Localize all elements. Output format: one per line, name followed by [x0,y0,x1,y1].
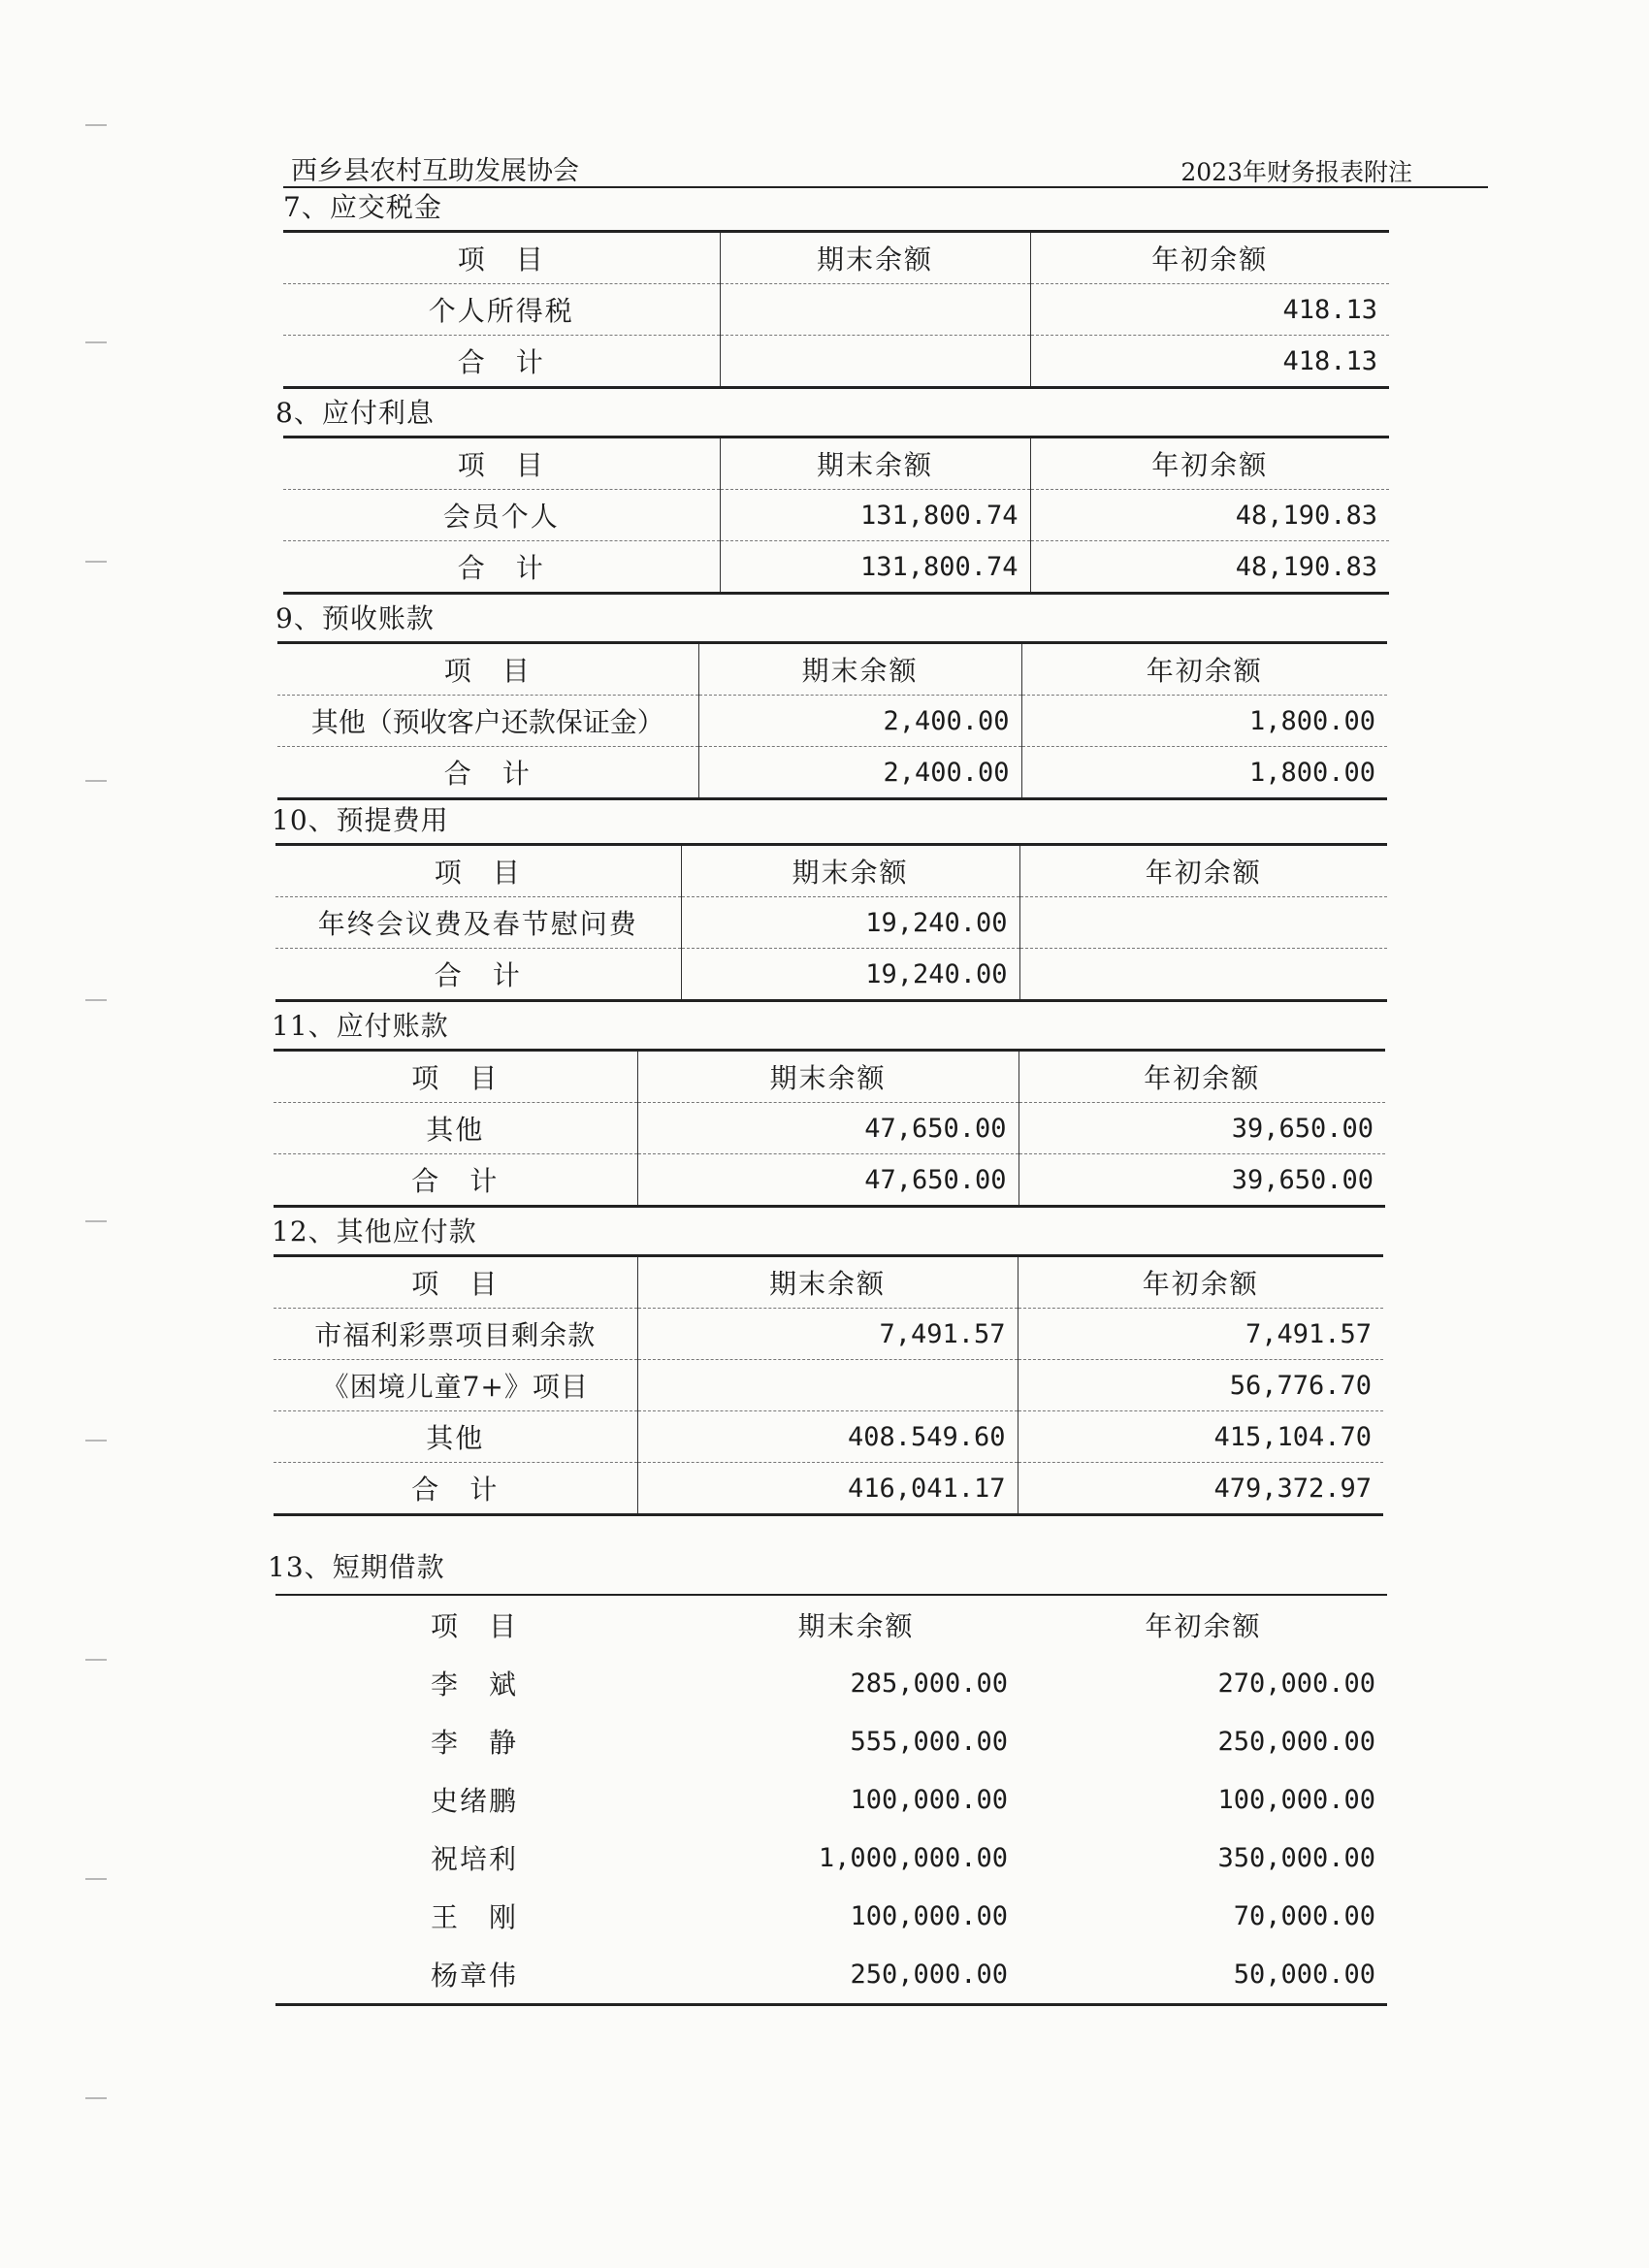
row-item: 其他（预收客户还款保证金） [277,696,698,747]
row-start-balance: 250,000.00 [1217,1726,1375,1757]
row-end-balance [720,336,1030,388]
margin-mark [85,1659,107,1661]
row-start-balance: 7,491.57 [1018,1309,1383,1360]
row-start-balance: 100,000.00 [1217,1784,1375,1815]
row-start-balance: 415,104.70 [1018,1411,1383,1463]
table-header-row [275,845,1387,897]
column-header-start-balance: 年初余额 [1145,1610,1262,1642]
margin-mark [85,341,107,343]
section-title: 8、应付利息 [275,397,435,429]
total-row [274,1463,1383,1515]
row-item: 李 斌 [431,1669,519,1701]
row-start-balance [1019,949,1387,1001]
row-start-balance: 56,776.70 [1018,1360,1383,1411]
column-header-item: 项 目 [431,1610,519,1642]
section-title: 7、应交税金 [283,191,442,223]
column-header-end-balance: 期末余额 [681,845,1019,897]
column-header-start-balance: 年初余额 [1030,437,1389,490]
row-end-balance: 555,000.00 [850,1726,1008,1757]
row-item: 其他 [274,1411,637,1463]
row-end-balance: 408.549.60 [637,1411,1018,1463]
table-header-row [277,643,1387,696]
table-accrued-expenses [275,843,1387,1002]
column-header-start-balance: 年初余额 [1018,1256,1383,1309]
row-end-balance: 1,000,000.00 [818,1842,1008,1873]
table-header-row [274,1256,1383,1309]
row-start-balance: 418.13 [1030,336,1389,388]
row-end-balance [720,284,1030,336]
row-start-balance: 39,650.00 [1018,1154,1385,1207]
table-row [275,897,1387,949]
column-header-end-balance: 期末余额 [720,232,1030,284]
row-end-balance: 7,491.57 [637,1309,1018,1360]
column-header-end-balance: 期末余额 [637,1256,1018,1309]
margin-mark [85,1440,107,1442]
row-item: 合 计 [411,1165,500,1197]
section-title: 12、其他应付款 [272,1215,477,1247]
table-row [274,1360,1383,1411]
row-start-balance: 418.13 [1030,284,1389,336]
row-start-balance: 39,650.00 [1018,1103,1385,1154]
margin-mark [85,999,107,1001]
total-row [283,541,1389,594]
row-item: 王 刚 [431,1901,519,1933]
table-row [275,1887,1387,1945]
column-header-start-balance: 年初余额 [1019,845,1387,897]
page-header [283,146,1488,188]
total-row [274,1154,1385,1207]
row-item: 李 静 [431,1727,519,1759]
total-row [275,949,1387,1001]
row-end-balance: 285,000.00 [850,1668,1008,1699]
row-start-balance: 1,800.00 [1021,696,1387,747]
row-end-balance: 131,800.74 [720,490,1030,541]
table-tax-payable [283,230,1389,389]
table-accounts-payable [274,1049,1385,1208]
column-header-start-balance: 年初余额 [1018,1051,1385,1103]
row-item: 会员个人 [283,490,720,541]
row-item: 史绪鹏 [431,1785,519,1817]
margin-mark [85,2097,107,2099]
row-end-balance: 131,800.74 [720,541,1030,594]
column-header-start-balance: 年初余额 [1030,232,1389,284]
organization-name: 西乡县农村互助发展协会 [291,156,579,186]
table-row [277,696,1387,747]
table-row [283,284,1389,336]
row-item: 合 计 [457,552,545,584]
row-start-balance: 48,190.83 [1030,490,1389,541]
row-end-balance: 47,650.00 [637,1103,1018,1154]
total-row [277,747,1387,799]
row-start-balance: 270,000.00 [1217,1668,1375,1699]
table-other-payables [274,1254,1383,1516]
column-header-item: 项 目 [274,1256,637,1309]
row-item: 市福利彩票项目剩余款 [274,1309,637,1360]
table-header-row [275,1595,1387,1654]
table-interest-payable [283,436,1389,595]
row-end-balance [637,1360,1018,1411]
section-title: 10、预提费用 [272,804,449,836]
row-start-balance: 48,190.83 [1030,541,1389,594]
row-end-balance: 2,400.00 [698,747,1021,799]
table-header-row [274,1051,1385,1103]
table-header-row [283,232,1389,284]
row-item: 个人所得税 [283,284,720,336]
section-title: 13、短期借款 [268,1551,445,1583]
table-row [274,1309,1383,1360]
row-item: 年终会议费及春节慰问费 [275,897,681,949]
row-end-balance: 250,000.00 [850,1959,1008,1990]
table-row [275,1712,1387,1770]
row-start-balance: 50,000.00 [1233,1959,1375,1990]
table-row [275,1829,1387,1887]
margin-mark [85,780,107,782]
table-short-term-loans [275,1594,1387,2006]
table-row [275,1945,1387,2005]
section-title: 9、预收账款 [275,602,435,634]
column-header-end-balance: 期末余额 [720,437,1030,490]
row-start-balance: 350,000.00 [1217,1842,1375,1873]
row-end-balance: 19,240.00 [681,897,1019,949]
row-item: 合 计 [411,1474,500,1506]
margin-mark [85,1220,107,1222]
row-end-balance: 2,400.00 [698,696,1021,747]
row-item: 合 计 [434,959,522,991]
report-title: 2023年财务报表附注 [1180,158,1412,186]
total-row [283,336,1389,388]
row-item: 其他 [274,1103,637,1154]
section-title: 11、应付账款 [272,1010,449,1042]
column-header-end-balance: 期末余额 [637,1051,1018,1103]
row-item: 《困境儿童7+》项目 [274,1360,637,1411]
row-start-balance [1019,897,1387,949]
row-end-balance: 100,000.00 [850,1784,1008,1815]
row-item: 合 计 [457,346,545,378]
row-item: 杨章伟 [431,1960,519,1992]
column-header-item: 项 目 [283,437,720,490]
table-row [275,1770,1387,1829]
row-item: 祝培利 [431,1843,519,1875]
row-start-balance: 479,372.97 [1018,1463,1383,1515]
column-header-item: 项 目 [275,845,681,897]
column-header-start-balance: 年初余额 [1021,643,1387,696]
margin-mark [85,1878,107,1880]
table-row [274,1103,1385,1154]
column-header-end-balance: 期末余额 [698,643,1021,696]
margin-mark [85,561,107,563]
row-end-balance: 100,000.00 [850,1900,1008,1931]
margin-mark [85,124,107,126]
column-header-end-balance: 期末余额 [797,1610,915,1642]
table-advance-receipts [277,641,1387,800]
row-item: 合 计 [443,758,532,790]
table-row [275,1654,1387,1712]
table-row [283,490,1389,541]
table-header-row [283,437,1389,490]
column-header-item: 项 目 [277,643,698,696]
table-row [274,1411,1383,1463]
row-end-balance: 19,240.00 [681,949,1019,1001]
column-header-item: 项 目 [274,1051,637,1103]
row-end-balance: 416,041.17 [637,1463,1018,1515]
row-start-balance: 70,000.00 [1233,1900,1375,1931]
row-start-balance: 1,800.00 [1021,747,1387,799]
row-end-balance: 47,650.00 [637,1154,1018,1207]
column-header-item: 项 目 [283,232,720,284]
